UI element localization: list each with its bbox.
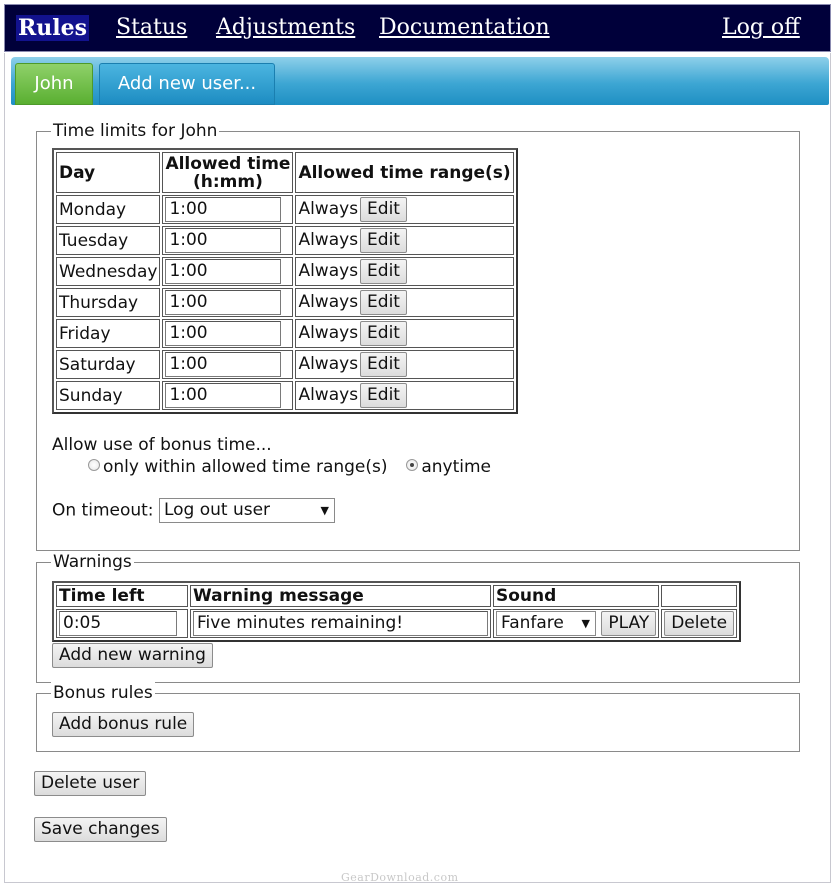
day-cell: Monday: [56, 195, 160, 224]
nav-documentation[interactable]: Documentation: [379, 15, 550, 40]
range-cell: [295, 257, 513, 286]
edit-range-button[interactable]: Edit: [360, 228, 407, 253]
edit-range-button[interactable]: Edit: [360, 321, 407, 346]
header-sound: Sound: [493, 585, 659, 607]
time-limits-section: [36, 121, 800, 551]
add-warning-button[interactable]: Add new warning: [52, 643, 213, 668]
day-cell: Thursday: [56, 288, 160, 317]
allowed-time-cell: [162, 319, 293, 348]
edit-range-button[interactable]: Edit: [360, 197, 407, 222]
range-cell: [295, 350, 513, 379]
header-allowed-range: Allowed time range(s): [295, 152, 513, 193]
range-cell: [295, 319, 513, 348]
timeout-row: [52, 498, 335, 523]
allowed-time-cell: [162, 226, 293, 255]
allowed-time-input[interactable]: 1:00: [165, 383, 281, 408]
table-row: [56, 257, 514, 286]
bonus-within-range-label[interactable]: only within allowed time range(s): [103, 457, 388, 477]
table-row: [56, 288, 514, 317]
table-row: [56, 319, 514, 348]
delete-warning-button[interactable]: Delete: [664, 611, 734, 636]
sound-cell: [493, 609, 659, 638]
allowed-time-cell: [162, 195, 293, 224]
day-cell: Tuesday: [56, 226, 160, 255]
warnings-header-row: [56, 585, 737, 607]
header-day: Day: [56, 152, 160, 193]
top-navigation: [4, 4, 831, 52]
header-allowed-time-line1: Allowed time: [165, 153, 291, 174]
time-left-cell: [56, 609, 188, 638]
sound-select[interactable]: [496, 611, 596, 636]
nav-adjustments[interactable]: Adjustments: [216, 15, 356, 40]
day-cell: Sunday: [56, 381, 160, 410]
timeout-select-value: Log out user: [163, 500, 271, 520]
day-cell: Saturday: [56, 350, 160, 379]
range-value: Always: [298, 230, 359, 250]
allowed-time-input[interactable]: 1:00: [165, 228, 281, 253]
allowed-time-cell: [162, 288, 293, 317]
rules-page: [4, 53, 831, 883]
edit-range-button[interactable]: Edit: [360, 259, 407, 284]
warnings-table: [52, 581, 741, 642]
range-cell: [295, 381, 513, 410]
allowed-time-input[interactable]: 1:00: [165, 321, 281, 346]
day-cell: Wednesday: [56, 257, 160, 286]
bonus-anytime-label[interactable]: anytime: [421, 457, 492, 477]
warning-message-input[interactable]: Five minutes remaining!: [193, 611, 488, 636]
timeout-label: On timeout:: [52, 500, 154, 521]
bonus-rules-legend: Bonus rules: [53, 683, 153, 703]
watermark: GearDownload.com: [341, 871, 459, 884]
table-row: [56, 350, 514, 379]
time-limits-legend: Time limits for John: [53, 121, 218, 141]
time-limits-header-row: [56, 152, 514, 193]
play-sound-button[interactable]: PLAY: [601, 611, 656, 636]
allowed-time-cell: [162, 257, 293, 286]
range-value: Always: [298, 323, 359, 343]
edit-range-button[interactable]: Edit: [360, 383, 407, 408]
table-row: [56, 226, 514, 255]
delete-user-button[interactable]: Delete user: [34, 771, 146, 796]
save-changes-button[interactable]: Save changes: [34, 817, 167, 842]
day-cell: Friday: [56, 319, 160, 348]
range-value: Always: [298, 261, 359, 281]
table-row: [56, 195, 514, 224]
allowed-time-input[interactable]: 1:00: [165, 197, 281, 222]
nav-rules[interactable]: Rules: [18, 15, 88, 41]
nav-status[interactable]: Status: [116, 15, 188, 40]
dropdown-arrow-icon: ▼: [320, 504, 329, 517]
tab-add-new-user[interactable]: Add new user...: [99, 63, 275, 105]
edit-range-button[interactable]: Edit: [360, 352, 407, 377]
table-row: [56, 381, 514, 410]
action-cell: [661, 609, 737, 638]
table-row: [56, 609, 737, 638]
bonus-anytime-radio[interactable]: [406, 459, 418, 471]
allowed-time-input[interactable]: 1:00: [165, 290, 281, 315]
warnings-section: [36, 552, 800, 683]
tab-user-john[interactable]: John: [15, 63, 93, 105]
warnings-legend: Warnings: [53, 552, 132, 572]
edit-range-button[interactable]: Edit: [360, 290, 407, 315]
allowed-time-cell: [162, 381, 293, 410]
range-value: Always: [298, 385, 359, 405]
warning-message-cell: [190, 609, 491, 638]
time-limits-table: [52, 148, 518, 414]
allowed-time-input[interactable]: 1:00: [165, 352, 281, 377]
bonus-rules-section: [36, 683, 800, 752]
timeout-select[interactable]: [159, 498, 335, 523]
allowed-time-cell: [162, 350, 293, 379]
allowed-time-input[interactable]: 1:00: [165, 259, 281, 284]
header-allowed-time: [162, 152, 293, 193]
range-cell: [295, 195, 513, 224]
add-bonus-rule-button[interactable]: Add bonus rule: [52, 712, 194, 737]
range-cell: [295, 226, 513, 255]
header-time-left: Time left: [56, 585, 188, 607]
dropdown-arrow-icon: ▼: [581, 616, 590, 630]
bonus-time-label: Allow use of bonus time...: [52, 435, 272, 455]
sound-select-value: Fanfare: [501, 612, 564, 633]
bonus-time-options: [88, 457, 491, 477]
range-cell: [295, 288, 513, 317]
header-actions: [661, 585, 737, 607]
range-value: Always: [298, 199, 359, 219]
bonus-within-range-radio[interactable]: [88, 459, 100, 471]
user-tab-bar: [11, 57, 829, 105]
time-left-input[interactable]: 0:05: [59, 611, 177, 636]
range-value: Always: [298, 354, 359, 374]
header-allowed-time-line2: (h:mm): [193, 171, 263, 192]
nav-log-off[interactable]: Log off: [722, 15, 800, 40]
range-value: Always: [298, 292, 359, 312]
header-warning-message: Warning message: [190, 585, 491, 607]
